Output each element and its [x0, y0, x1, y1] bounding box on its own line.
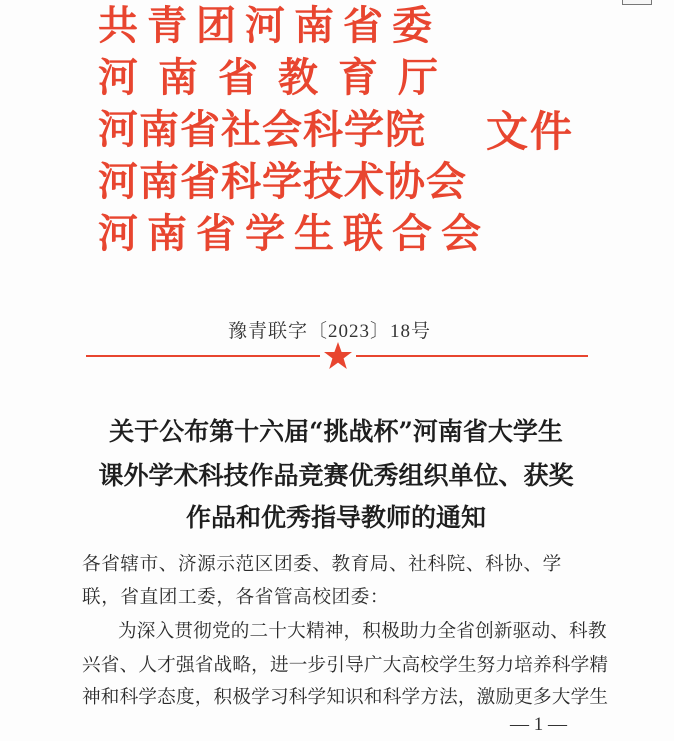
- document-number: 豫青联字〔2023〕18号: [228, 321, 432, 342]
- page-number: — 1 —: [506, 714, 571, 736]
- body-text-line: 兴省、人才强省战略，进一步引导广大高校学生努力培养科学精: [82, 655, 609, 676]
- star-icon: [322, 340, 354, 372]
- document-type-label: 文件: [486, 107, 575, 156]
- issuer-line: 河南省学生联合会: [98, 210, 490, 257]
- body-text-line: 联，省直团工委，各省管高校团委：: [82, 587, 390, 608]
- issuer-line: 河南省科学技术协会: [98, 158, 467, 205]
- body-text-line: 各省辖市、济源示范区团委、教育局、社科院、科协、学: [82, 554, 562, 575]
- issuer-line: 共青团河南省委: [98, 2, 441, 49]
- header-rule-left: [86, 355, 320, 357]
- scan-corner-mark: [622, 0, 652, 5]
- document-title-line: 关于公布第十六届“挑战杯”河南省大学生: [109, 417, 563, 446]
- issuer-line: 河南省教育厅: [98, 54, 458, 101]
- header-rule-right: [356, 355, 588, 357]
- body-text-line: 为深入贯彻党的二十大精神，积极助力全省创新驱动、科教: [118, 621, 607, 642]
- issuer-line: 河南省社会科学院: [98, 106, 426, 153]
- document-title-line: 作品和优秀指导教师的通知: [185, 503, 486, 532]
- document-title-line: 课外学术科技作品竞赛优秀组织单位、获奖: [98, 461, 574, 490]
- body-text-line: 神和科学态度，积极学习科学知识和科学方法，激励更多大学生: [82, 687, 609, 708]
